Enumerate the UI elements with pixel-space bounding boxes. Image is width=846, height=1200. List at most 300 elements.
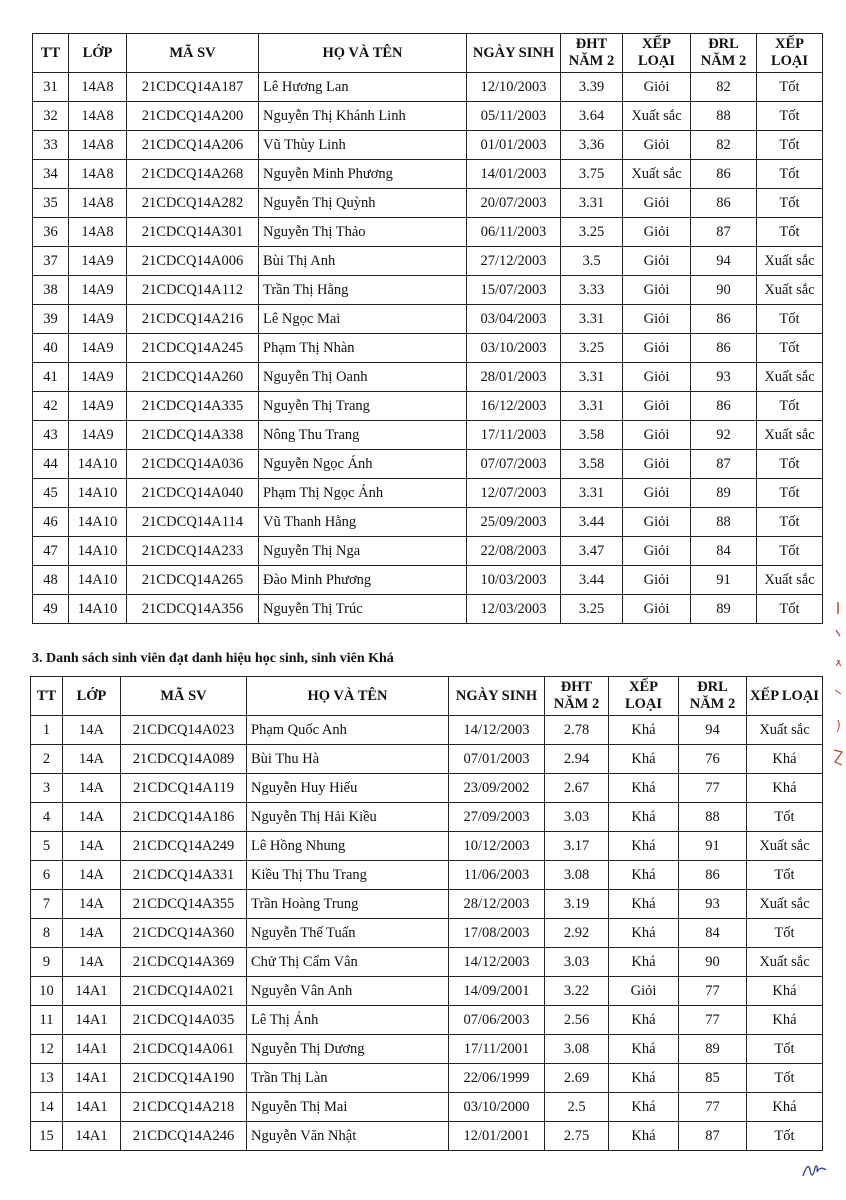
col-lop: LỚP xyxy=(63,677,121,716)
cell-dht: 3.19 xyxy=(545,890,609,919)
stamp-mark xyxy=(832,600,844,780)
cell-xeploai-hoc-tap: Khá xyxy=(609,1093,679,1122)
cell-hoten: Phạm Thị Nhàn xyxy=(259,334,467,363)
table-row xyxy=(33,131,823,160)
cell-xeploai-hoc-tap: Giỏi xyxy=(623,421,691,450)
table-row xyxy=(31,948,823,977)
cell-lop: 14A9 xyxy=(69,276,127,305)
cell-ngaysinh: 27/12/2003 xyxy=(467,247,561,276)
col-xeploai-hoc-tap: XẾP LOẠI xyxy=(623,34,691,73)
cell-xeploai-hoc-tap: Giỏi xyxy=(623,218,691,247)
cell-drl: 86 xyxy=(691,160,757,189)
cell-xeploai-hoc-tap: Giỏi xyxy=(623,595,691,624)
cell-xeploai-ren-luyen: Tốt xyxy=(757,537,823,566)
cell-dht: 3.31 xyxy=(561,392,623,421)
cell-ngaysinh: 07/06/2003 xyxy=(449,1006,545,1035)
table-row xyxy=(33,102,823,131)
cell-drl: 86 xyxy=(691,334,757,363)
cell-xeploai-ren-luyen: Tốt xyxy=(757,334,823,363)
cell-tt: 5 xyxy=(31,832,63,861)
col-hoten: HỌ VÀ TÊN xyxy=(247,677,449,716)
col-tt: TT xyxy=(33,34,69,73)
cell-masv: 21CDCQ14A265 xyxy=(127,566,259,595)
cell-masv: 21CDCQ14A301 xyxy=(127,218,259,247)
cell-drl: 84 xyxy=(679,919,747,948)
cell-xeploai-hoc-tap: Xuất sắc xyxy=(623,160,691,189)
cell-ngaysinh: 28/12/2003 xyxy=(449,890,545,919)
cell-tt: 14 xyxy=(31,1093,63,1122)
cell-masv: 21CDCQ14A355 xyxy=(121,890,247,919)
cell-lop: 14A9 xyxy=(69,247,127,276)
cell-hoten: Nguyễn Thị Hải Kiều xyxy=(247,803,449,832)
cell-lop: 14A1 xyxy=(63,1006,121,1035)
cell-dht: 3.31 xyxy=(561,479,623,508)
cell-dht: 3.58 xyxy=(561,450,623,479)
cell-tt: 9 xyxy=(31,948,63,977)
cell-tt: 42 xyxy=(33,392,69,421)
cell-dht: 3.75 xyxy=(561,160,623,189)
cell-lop: 14A8 xyxy=(69,131,127,160)
cell-drl: 77 xyxy=(679,774,747,803)
cell-ngaysinh: 12/01/2001 xyxy=(449,1122,545,1151)
cell-ngaysinh: 25/09/2003 xyxy=(467,508,561,537)
cell-tt: 39 xyxy=(33,305,69,334)
table-row xyxy=(33,508,823,537)
cell-hoten: Lê Hương Lan xyxy=(259,73,467,102)
cell-drl: 86 xyxy=(679,861,747,890)
cell-dht: 3.31 xyxy=(561,189,623,218)
cell-drl: 77 xyxy=(679,1006,747,1035)
cell-drl: 86 xyxy=(691,305,757,334)
cell-masv: 21CDCQ14A260 xyxy=(127,363,259,392)
cell-dht: 2.56 xyxy=(545,1006,609,1035)
cell-xeploai-hoc-tap: Giỏi xyxy=(623,537,691,566)
cell-xeploai-hoc-tap: Giỏi xyxy=(623,450,691,479)
col-dht: ĐHT NĂM 2 xyxy=(561,34,623,73)
cell-tt: 40 xyxy=(33,334,69,363)
col-tt: TT xyxy=(31,677,63,716)
cell-hoten: Trần Thị Làn xyxy=(247,1064,449,1093)
cell-ngaysinh: 11/06/2003 xyxy=(449,861,545,890)
cell-tt: 11 xyxy=(31,1006,63,1035)
cell-lop: 14A8 xyxy=(69,189,127,218)
cell-ngaysinh: 27/09/2003 xyxy=(449,803,545,832)
cell-tt: 32 xyxy=(33,102,69,131)
cell-xeploai-hoc-tap: Khá xyxy=(609,919,679,948)
table-row xyxy=(33,160,823,189)
cell-dht: 3.03 xyxy=(545,948,609,977)
cell-xeploai-hoc-tap: Giỏi xyxy=(623,363,691,392)
cell-xeploai-ren-luyen: Tốt xyxy=(757,160,823,189)
table-row xyxy=(33,305,823,334)
cell-tt: 10 xyxy=(31,977,63,1006)
cell-lop: 14A xyxy=(63,803,121,832)
col-xeploai-hoc-tap: XẾP LOẠI xyxy=(609,677,679,716)
cell-xeploai-hoc-tap: Khá xyxy=(609,1035,679,1064)
cell-masv: 21CDCQ14A036 xyxy=(127,450,259,479)
cell-xeploai-ren-luyen: Tốt xyxy=(757,305,823,334)
table-row xyxy=(31,832,823,861)
table-row xyxy=(33,595,823,624)
cell-dht: 3.44 xyxy=(561,566,623,595)
cell-xeploai-ren-luyen: Tốt xyxy=(757,189,823,218)
cell-xeploai-ren-luyen: Xuất sắc xyxy=(757,247,823,276)
cell-masv: 21CDCQ14A040 xyxy=(127,479,259,508)
cell-drl: 82 xyxy=(691,131,757,160)
cell-dht: 3.31 xyxy=(561,363,623,392)
cell-tt: 49 xyxy=(33,595,69,624)
cell-drl: 76 xyxy=(679,745,747,774)
cell-hoten: Vũ Thùy Linh xyxy=(259,131,467,160)
table-row xyxy=(33,537,823,566)
cell-tt: 33 xyxy=(33,131,69,160)
cell-lop: 14A xyxy=(63,890,121,919)
col-masv: MÃ SV xyxy=(121,677,247,716)
cell-masv: 21CDCQ14A218 xyxy=(121,1093,247,1122)
table-row xyxy=(33,392,823,421)
cell-tt: 47 xyxy=(33,537,69,566)
table-row xyxy=(31,1006,823,1035)
cell-ngaysinh: 22/08/2003 xyxy=(467,537,561,566)
cell-masv: 21CDCQ14A006 xyxy=(127,247,259,276)
cell-ngaysinh: 17/11/2003 xyxy=(467,421,561,450)
cell-dht: 3.17 xyxy=(545,832,609,861)
cell-masv: 21CDCQ14A190 xyxy=(121,1064,247,1093)
cell-xeploai-hoc-tap: Khá xyxy=(609,774,679,803)
table-row xyxy=(31,803,823,832)
cell-lop: 14A10 xyxy=(69,479,127,508)
cell-xeploai-ren-luyen: Tốt xyxy=(747,1035,823,1064)
cell-drl: 77 xyxy=(679,1093,747,1122)
cell-drl: 90 xyxy=(679,948,747,977)
cell-masv: 21CDCQ14A246 xyxy=(121,1122,247,1151)
cell-drl: 89 xyxy=(679,1035,747,1064)
cell-masv: 21CDCQ14A282 xyxy=(127,189,259,218)
cell-xeploai-ren-luyen: Khá xyxy=(747,977,823,1006)
cell-xeploai-ren-luyen: Tốt xyxy=(757,218,823,247)
cell-drl: 87 xyxy=(679,1122,747,1151)
cell-dht: 3.25 xyxy=(561,334,623,363)
cell-lop: 14A1 xyxy=(63,1122,121,1151)
cell-masv: 21CDCQ14A186 xyxy=(121,803,247,832)
table-row xyxy=(31,1064,823,1093)
cell-lop: 14A9 xyxy=(69,334,127,363)
cell-hoten: Nguyễn Thị Dương xyxy=(247,1035,449,1064)
cell-tt: 13 xyxy=(31,1064,63,1093)
cell-tt: 41 xyxy=(33,363,69,392)
cell-hoten: Bùi Thu Hà xyxy=(247,745,449,774)
cell-ngaysinh: 03/10/2000 xyxy=(449,1093,545,1122)
cell-tt: 6 xyxy=(31,861,63,890)
table-row xyxy=(33,450,823,479)
cell-hoten: Nguyễn Thế Tuấn xyxy=(247,919,449,948)
table-row xyxy=(33,566,823,595)
cell-hoten: Kiều Thị Thu Trang xyxy=(247,861,449,890)
cell-hoten: Nông Thu Trang xyxy=(259,421,467,450)
cell-masv: 21CDCQ14A021 xyxy=(121,977,247,1006)
cell-xeploai-hoc-tap: Khá xyxy=(609,861,679,890)
cell-lop: 14A9 xyxy=(69,392,127,421)
cell-xeploai-hoc-tap: Giỏi xyxy=(623,334,691,363)
cell-ngaysinh: 01/01/2003 xyxy=(467,131,561,160)
cell-hoten: Nguyễn Thị Oanh xyxy=(259,363,467,392)
cell-tt: 45 xyxy=(33,479,69,508)
cell-lop: 14A1 xyxy=(63,977,121,1006)
cell-masv: 21CDCQ14A023 xyxy=(121,716,247,745)
cell-dht: 2.5 xyxy=(545,1093,609,1122)
cell-masv: 21CDCQ14A335 xyxy=(127,392,259,421)
table-row xyxy=(31,919,823,948)
cell-xeploai-hoc-tap: Khá xyxy=(609,1064,679,1093)
cell-dht: 2.67 xyxy=(545,774,609,803)
cell-masv: 21CDCQ14A369 xyxy=(121,948,247,977)
table-row xyxy=(33,189,823,218)
cell-lop: 14A8 xyxy=(69,218,127,247)
cell-dht: 2.78 xyxy=(545,716,609,745)
cell-masv: 21CDCQ14A119 xyxy=(121,774,247,803)
cell-drl: 77 xyxy=(679,977,747,1006)
cell-masv: 21CDCQ14A245 xyxy=(127,334,259,363)
cell-hoten: Nguyễn Huy Hiếu xyxy=(247,774,449,803)
cell-ngaysinh: 14/12/2003 xyxy=(449,716,545,745)
cell-ngaysinh: 14/01/2003 xyxy=(467,160,561,189)
table-row xyxy=(33,363,823,392)
cell-drl: 92 xyxy=(691,421,757,450)
cell-xeploai-ren-luyen: Khá xyxy=(747,1006,823,1035)
cell-masv: 21CDCQ14A216 xyxy=(127,305,259,334)
cell-masv: 21CDCQ14A338 xyxy=(127,421,259,450)
cell-dht: 2.94 xyxy=(545,745,609,774)
student-table-kha xyxy=(30,676,823,1151)
cell-xeploai-hoc-tap: Khá xyxy=(609,890,679,919)
cell-xeploai-ren-luyen: Tốt xyxy=(757,595,823,624)
cell-hoten: Nguyễn Văn Nhật xyxy=(247,1122,449,1151)
cell-xeploai-ren-luyen: Tốt xyxy=(747,919,823,948)
cell-dht: 2.75 xyxy=(545,1122,609,1151)
cell-ngaysinh: 20/07/2003 xyxy=(467,189,561,218)
table-row xyxy=(31,861,823,890)
cell-xeploai-hoc-tap: Khá xyxy=(609,832,679,861)
col-xeploai-ren-luyen: XẾP LOẠI xyxy=(747,677,823,716)
cell-drl: 93 xyxy=(691,363,757,392)
signature-initial-icon xyxy=(800,1158,830,1182)
cell-tt: 36 xyxy=(33,218,69,247)
cell-tt: 46 xyxy=(33,508,69,537)
table-row xyxy=(31,890,823,919)
cell-xeploai-ren-luyen: Tốt xyxy=(757,450,823,479)
cell-dht: 3.58 xyxy=(561,421,623,450)
cell-ngaysinh: 16/12/2003 xyxy=(467,392,561,421)
cell-tt: 35 xyxy=(33,189,69,218)
cell-hoten: Nguyễn Thị Nga xyxy=(259,537,467,566)
table-row xyxy=(31,1035,823,1064)
cell-xeploai-hoc-tap: Khá xyxy=(609,1006,679,1035)
col-ngaysinh: NGÀY SINH xyxy=(467,34,561,73)
cell-hoten: Nguyễn Vân Anh xyxy=(247,977,449,1006)
table-row xyxy=(33,247,823,276)
cell-xeploai-hoc-tap: Xuất sắc xyxy=(623,102,691,131)
cell-tt: 4 xyxy=(31,803,63,832)
table-row xyxy=(33,73,823,102)
cell-drl: 82 xyxy=(691,73,757,102)
cell-dht: 3.44 xyxy=(561,508,623,537)
table-row xyxy=(31,1093,823,1122)
cell-hoten: Lê Hồng Nhung xyxy=(247,832,449,861)
cell-masv: 21CDCQ14A360 xyxy=(121,919,247,948)
cell-hoten: Phạm Thị Ngọc Ánh xyxy=(259,479,467,508)
cell-xeploai-ren-luyen: Tốt xyxy=(747,1064,823,1093)
cell-ngaysinh: 10/03/2003 xyxy=(467,566,561,595)
cell-xeploai-ren-luyen: Xuất sắc xyxy=(747,948,823,977)
table-header-row xyxy=(31,677,823,716)
cell-lop: 14A10 xyxy=(69,450,127,479)
table-row xyxy=(33,218,823,247)
cell-drl: 88 xyxy=(679,803,747,832)
cell-xeploai-hoc-tap: Giỏi xyxy=(623,276,691,305)
col-masv: MÃ SV xyxy=(127,34,259,73)
cell-lop: 14A xyxy=(63,861,121,890)
cell-hoten: Vũ Thanh Hằng xyxy=(259,508,467,537)
cell-dht: 3.08 xyxy=(545,861,609,890)
cell-hoten: Phạm Quốc Anh xyxy=(247,716,449,745)
cell-xeploai-ren-luyen: Khá xyxy=(747,1093,823,1122)
cell-drl: 86 xyxy=(691,392,757,421)
cell-lop: 14A1 xyxy=(63,1035,121,1064)
cell-lop: 14A9 xyxy=(69,305,127,334)
cell-masv: 21CDCQ14A268 xyxy=(127,160,259,189)
cell-xeploai-hoc-tap: Giỏi xyxy=(623,566,691,595)
cell-masv: 21CDCQ14A356 xyxy=(127,595,259,624)
cell-ngaysinh: 12/03/2003 xyxy=(467,595,561,624)
cell-dht: 3.22 xyxy=(545,977,609,1006)
cell-drl: 94 xyxy=(679,716,747,745)
cell-xeploai-hoc-tap: Giỏi xyxy=(623,247,691,276)
cell-lop: 14A xyxy=(63,774,121,803)
cell-xeploai-hoc-tap: Khá xyxy=(609,745,679,774)
cell-xeploai-ren-luyen: Xuất sắc xyxy=(747,832,823,861)
student-table-gioi xyxy=(32,33,823,624)
cell-drl: 89 xyxy=(691,595,757,624)
cell-hoten: Nguyễn Thị Thảo xyxy=(259,218,467,247)
cell-dht: 2.69 xyxy=(545,1064,609,1093)
cell-tt: 8 xyxy=(31,919,63,948)
col-hoten: HỌ VÀ TÊN xyxy=(259,34,467,73)
cell-ngaysinh: 05/11/2003 xyxy=(467,102,561,131)
cell-hoten: Nguyễn Thị Khánh Linh xyxy=(259,102,467,131)
cell-xeploai-hoc-tap: Khá xyxy=(609,716,679,745)
cell-tt: 38 xyxy=(33,276,69,305)
cell-tt: 44 xyxy=(33,450,69,479)
cell-masv: 21CDCQ14A035 xyxy=(121,1006,247,1035)
cell-drl: 88 xyxy=(691,102,757,131)
cell-drl: 94 xyxy=(691,247,757,276)
cell-xeploai-hoc-tap: Giỏi xyxy=(609,977,679,1006)
cell-dht: 2.92 xyxy=(545,919,609,948)
cell-xeploai-hoc-tap: Giỏi xyxy=(623,73,691,102)
col-drl: ĐRL NĂM 2 xyxy=(691,34,757,73)
cell-ngaysinh: 06/11/2003 xyxy=(467,218,561,247)
col-drl: ĐRL NĂM 2 xyxy=(679,677,747,716)
col-dht: ĐHT NĂM 2 xyxy=(545,677,609,716)
cell-xeploai-ren-luyen: Tốt xyxy=(757,131,823,160)
cell-xeploai-ren-luyen: Xuất sắc xyxy=(757,276,823,305)
cell-hoten: Nguyễn Thị Mai xyxy=(247,1093,449,1122)
cell-tt: 12 xyxy=(31,1035,63,1064)
cell-tt: 1 xyxy=(31,716,63,745)
cell-ngaysinh: 03/04/2003 xyxy=(467,305,561,334)
cell-dht: 3.03 xyxy=(545,803,609,832)
cell-hoten: Lê Ngọc Mai xyxy=(259,305,467,334)
cell-ngaysinh: 10/12/2003 xyxy=(449,832,545,861)
table-header-row xyxy=(33,34,823,73)
cell-drl: 89 xyxy=(691,479,757,508)
cell-dht: 3.47 xyxy=(561,537,623,566)
cell-tt: 31 xyxy=(33,73,69,102)
cell-masv: 21CDCQ14A061 xyxy=(121,1035,247,1064)
cell-dht: 3.31 xyxy=(561,305,623,334)
cell-dht: 3.08 xyxy=(545,1035,609,1064)
cell-lop: 14A9 xyxy=(69,363,127,392)
cell-xeploai-ren-luyen: Xuất sắc xyxy=(747,716,823,745)
cell-dht: 3.64 xyxy=(561,102,623,131)
cell-ngaysinh: 23/09/2002 xyxy=(449,774,545,803)
cell-ngaysinh: 14/09/2001 xyxy=(449,977,545,1006)
cell-hoten: Trần Thị Hằng xyxy=(259,276,467,305)
cell-ngaysinh: 17/08/2003 xyxy=(449,919,545,948)
cell-drl: 88 xyxy=(691,508,757,537)
table-row xyxy=(31,977,823,1006)
table-row xyxy=(31,745,823,774)
cell-drl: 90 xyxy=(691,276,757,305)
cell-dht: 3.25 xyxy=(561,218,623,247)
cell-masv: 21CDCQ14A206 xyxy=(127,131,259,160)
cell-dht: 3.25 xyxy=(561,595,623,624)
cell-dht: 3.36 xyxy=(561,131,623,160)
cell-lop: 14A8 xyxy=(69,73,127,102)
col-lop: LỚP xyxy=(69,34,127,73)
cell-drl: 87 xyxy=(691,218,757,247)
cell-xeploai-ren-luyen: Tốt xyxy=(747,1122,823,1151)
cell-xeploai-ren-luyen: Xuất sắc xyxy=(757,363,823,392)
cell-ngaysinh: 15/07/2003 xyxy=(467,276,561,305)
table-row xyxy=(33,334,823,363)
table-row xyxy=(31,1122,823,1151)
cell-dht: 3.5 xyxy=(561,247,623,276)
cell-ngaysinh: 28/01/2003 xyxy=(467,363,561,392)
cell-tt: 3 xyxy=(31,774,63,803)
cell-ngaysinh: 17/11/2001 xyxy=(449,1035,545,1064)
cell-xeploai-ren-luyen: Khá xyxy=(747,745,823,774)
cell-drl: 86 xyxy=(691,189,757,218)
cell-xeploai-hoc-tap: Giỏi xyxy=(623,189,691,218)
cell-ngaysinh: 07/01/2003 xyxy=(449,745,545,774)
cell-hoten: Đào Minh Phương xyxy=(259,566,467,595)
cell-masv: 21CDCQ14A187 xyxy=(127,73,259,102)
cell-masv: 21CDCQ14A249 xyxy=(121,832,247,861)
cell-tt: 2 xyxy=(31,745,63,774)
cell-xeploai-hoc-tap: Khá xyxy=(609,948,679,977)
cell-masv: 21CDCQ14A200 xyxy=(127,102,259,131)
cell-masv: 21CDCQ14A233 xyxy=(127,537,259,566)
cell-drl: 85 xyxy=(679,1064,747,1093)
cell-lop: 14A10 xyxy=(69,566,127,595)
table-row xyxy=(31,774,823,803)
cell-xeploai-ren-luyen: Khá xyxy=(747,774,823,803)
cell-masv: 21CDCQ14A089 xyxy=(121,745,247,774)
cell-hoten: Lê Thị Ánh xyxy=(247,1006,449,1035)
cell-masv: 21CDCQ14A112 xyxy=(127,276,259,305)
table-row xyxy=(31,716,823,745)
